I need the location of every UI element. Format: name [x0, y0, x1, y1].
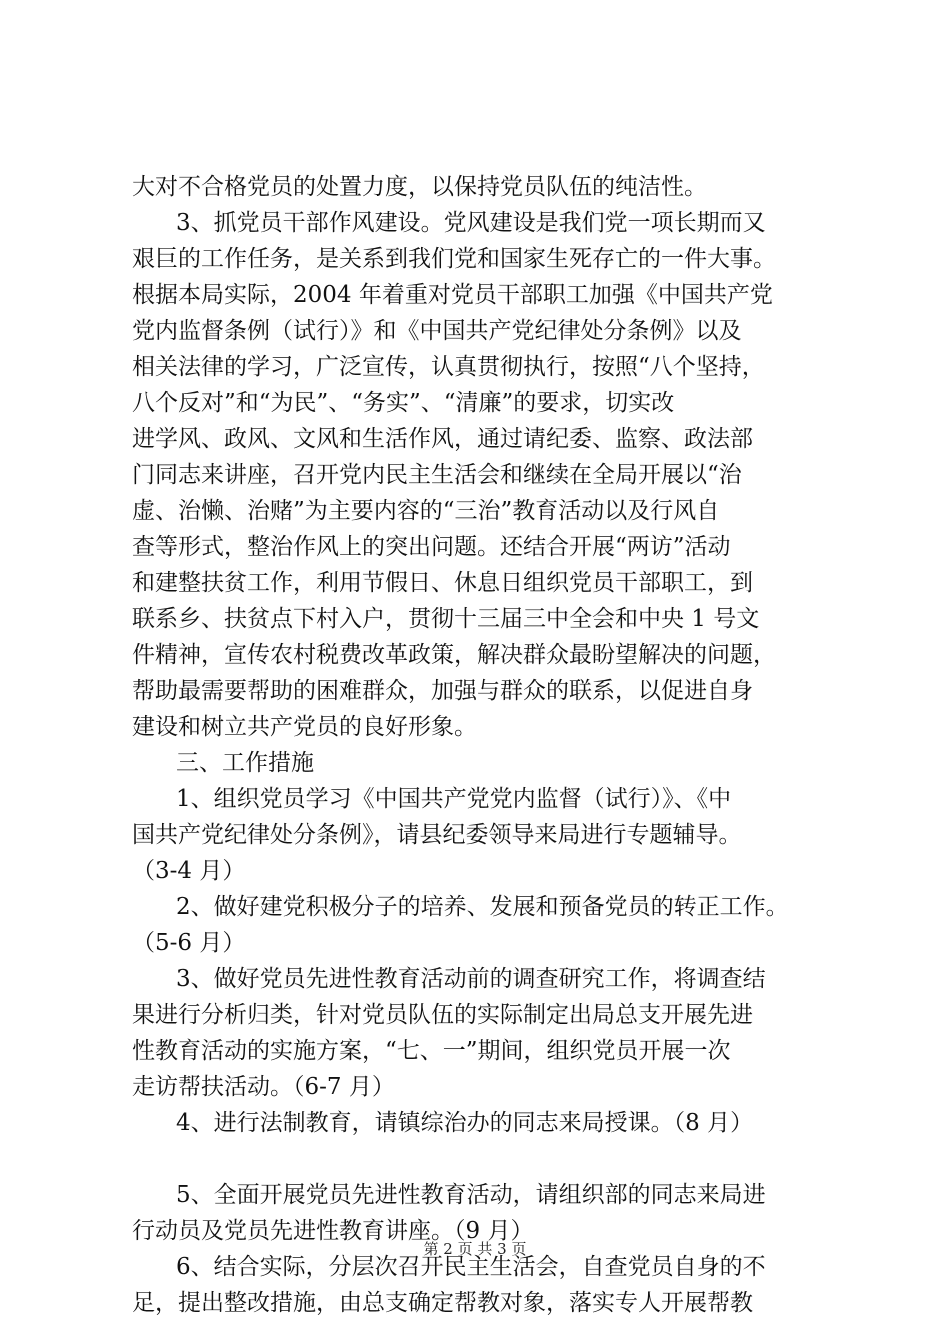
text-line: 件精神，宣传农村税费改革政策，解决群众最盼望解决的问题， — [132, 642, 776, 668]
text-line: 查等形式，整治作风上的突出问题。还结合开展“两访”活动 — [132, 534, 731, 560]
text-line: 党内监督条例（试行）》和《中国共产党纪律处分条例》以及 — [132, 318, 742, 344]
text-line: 根据本局实际，2004 年着重对党员干部职工加强《中国共产党 — [132, 282, 773, 308]
section-heading: 三、工作措施 — [176, 750, 314, 776]
text-line: 相关法律的学习，广泛宣传，认真贯彻执行，按照“八个坚持， — [132, 354, 765, 380]
text-line: 足，提出整改措施，由总支确定帮教对象，落实专人开展帮教 — [132, 1290, 753, 1316]
text-line: 大对不合格党员的处置力度，以保持党员队伍的纯洁性。 — [132, 174, 707, 200]
paragraph-first-line: 4、进行法制教育，请镇综治办的同志来局授课。（8 月） — [176, 1110, 754, 1136]
text-line: 进学风、政风、文风和生活作风，通过请纪委、监察、政法部 — [132, 426, 753, 452]
text-line: 走访帮扶活动。（6-7 月） — [132, 1074, 395, 1100]
text-line: 行动员及党员先进性教育讲座。（9 月） — [132, 1218, 534, 1244]
paragraph-first-line: 2、做好建党积极分子的培养、发展和预备党员的转正工作。 — [176, 894, 789, 920]
text-line: 建设和树立共产党员的良好形象。 — [132, 714, 477, 740]
paragraph-first-line: 3、做好党员先进性教育活动前的调查研究工作，将调查结 — [176, 966, 766, 992]
text-line: 和建整扶贫工作，利用节假日、休息日组织党员干部职工，到 — [132, 570, 753, 596]
text-line: 虚、治懒、治赌”为主要内容的“三治”教育活动以及行风自 — [132, 498, 720, 524]
text-line: （3-4 月） — [132, 858, 246, 884]
text-line: 果进行分析归类，针对党员队伍的实际制定出局总支开展先进 — [132, 1002, 753, 1028]
text-line: 八个反对”和“为民”、“务实”、“清廉”的要求，切实改 — [132, 390, 675, 416]
text-line: 门同志来讲座，召开党内民主生活会和继续在全局开展以“治 — [132, 462, 742, 488]
text-line: （5-6 月） — [132, 930, 246, 956]
text-line: 性教育活动的实施方案，“七、一”期间，组织党员开展一次 — [132, 1038, 731, 1064]
text-line: 艰巨的工作任务，是关系到我们党和国家生死存亡的一件大事。 — [132, 246, 776, 272]
paragraph-first-line: 6、结合实际，分层次召开民主生活会，自查党员自身的不 — [176, 1254, 766, 1280]
text-line: 国共产党纪律处分条例》，请县纪委领导来局进行专题辅导。 — [132, 822, 742, 848]
paragraph-first-line: 5、全面开展党员先进性教育活动，请组织部的同志来局进 — [176, 1182, 766, 1208]
text-line: 帮助最需要帮助的困难群众，加强与群众的联系，以促进自身 — [132, 678, 753, 704]
page-number-footer: 第 2 页 共 3 页 — [423, 1240, 527, 1258]
paragraph-first-line: 3、抓党员干部作风建设。党风建设是我们党一项长期而又 — [176, 210, 766, 236]
paragraph-first-line: 1、组织党员学习《中国共产党党内监督（试行）》、《中 — [176, 786, 732, 812]
text-line: 联系乡、扶贫点下村入户，贯彻十三届三中全会和中央 1 号文 — [132, 606, 760, 632]
